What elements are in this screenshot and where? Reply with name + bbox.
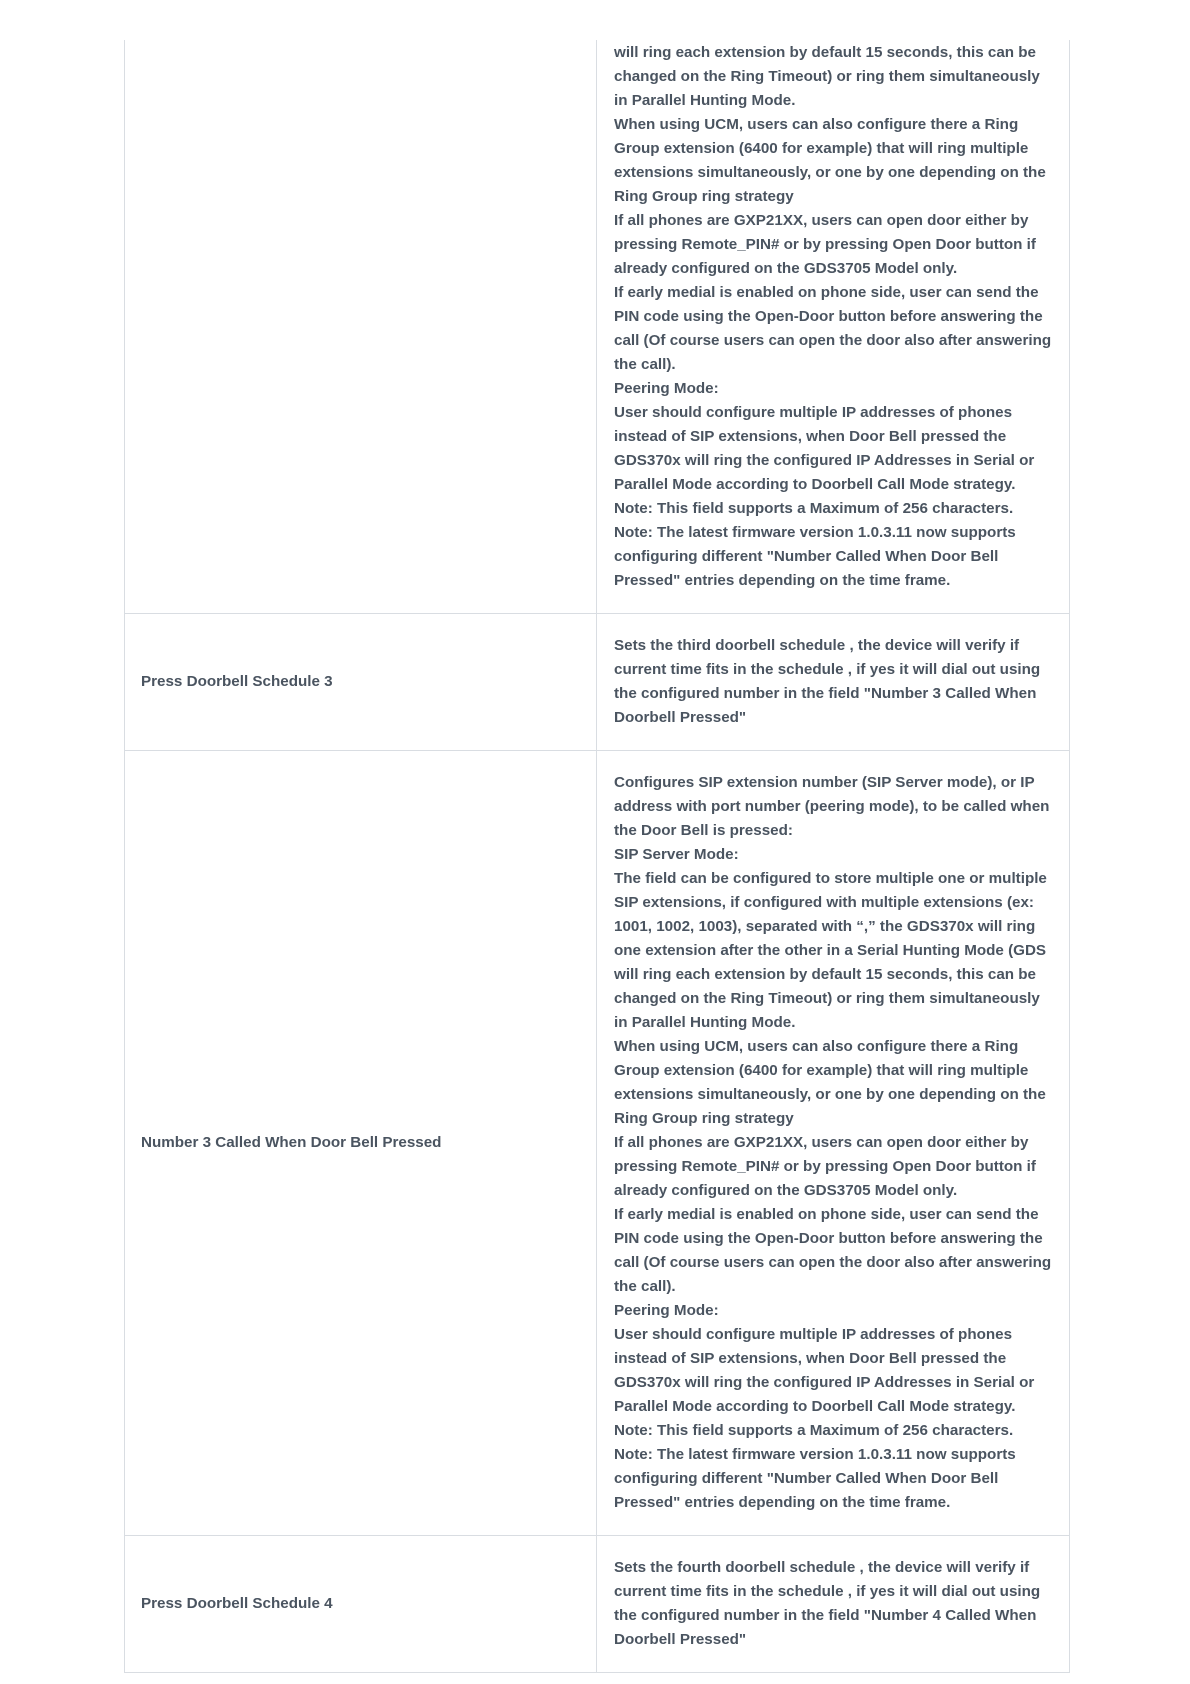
description-line: Ring Group ring strategy [614,188,794,205]
description-line: configuring different "Number Called When Door Bell [614,1470,999,1487]
description-line: pressing Remote_PIN# or by pressing Open Door button if [614,1158,1036,1175]
description-line: Note: The latest firmware version 1.0.3.11 now supports [614,524,1016,541]
description-line: PIN code using the Open-Door button before answering the [614,308,1043,325]
description-line: the call). [614,1278,676,1295]
table-row [125,40,1070,614]
description-line: already configured on the GDS3705 Model only. [614,1182,958,1199]
settings-table-body [125,40,1070,1673]
description-line: Group extension (6400 for example) that will ring multiple [614,1062,1029,1079]
description-line: User should configure multiple IP addresses of phones [614,1326,1013,1343]
description-line: current time fits in the schedule , if yes it will dial out using [614,661,1041,678]
description-line: If all phones are GXP21XX, users can open door either by [614,212,1029,229]
description-line: current time fits in the schedule , if yes it will dial out using [614,1583,1041,1600]
description-line: Configures SIP extension number (SIP Server mode), or IP [614,774,1035,791]
setting-name-cell: Press Doorbell Schedule 4 [125,1536,597,1673]
description-line: address with port number (peering mode), to be called when [614,798,1050,815]
description-line: changed on the Ring Timeout) or ring them simultaneously [614,68,1040,85]
description-line: SIP extensions, if configured with multiple extensions (ex: [614,894,1034,911]
setting-description-cell [597,751,1070,1536]
setting-description-cell [597,40,1070,614]
description-line: call (Of course users can open the door also after answering [614,332,1052,349]
description-line: in Parallel Hunting Mode. [614,1014,796,1031]
description-line: Pressed" entries depending on the time frame. [614,572,951,589]
description-line: If all phones are GXP21XX, users can open door either by [614,1134,1029,1151]
settings-table [124,40,1070,1673]
description-line: extensions simultaneously, or one by one depending on the [614,164,1046,181]
description-line: configuring different "Number Called When Door Bell [614,548,999,565]
description-line: Sets the fourth doorbell schedule , the device will verify if [614,1559,1030,1576]
description-line: Note: This field supports a Maximum of 256 characters. [614,1422,1014,1439]
description-line: Note: This field supports a Maximum of 256 characters. [614,500,1014,517]
setting-description-cell [597,614,1070,751]
table-row [125,614,1070,751]
description-line: 1001, 1002, 1003), separated with “,” the GDS370x will ring [614,918,1036,935]
description-line: already configured on the GDS3705 Model only. [614,260,958,277]
table-row [125,751,1070,1536]
description-line: Note: The latest firmware version 1.0.3.11 now supports [614,1446,1016,1463]
description-line: User should configure multiple IP addresses of phones [614,404,1013,421]
description-line: Group extension (6400 for example) that will ring multiple [614,140,1029,157]
description-line: GDS370x will ring the configured IP Addresses in Serial or [614,452,1035,469]
description-line: the Door Bell is pressed: [614,822,793,839]
description-line: the configured number in the field "Number 3 Called When [614,685,1037,702]
description-line: Doorbell Pressed" [614,709,747,726]
description-line: changed on the Ring Timeout) or ring them simultaneously [614,990,1040,1007]
table-row [125,1536,1070,1673]
setting-description-cell [597,1536,1070,1673]
description-line: in Parallel Hunting Mode. [614,92,796,109]
description-line: the configured number in the field "Number 4 Called When [614,1607,1037,1624]
description-line: Peering Mode: [614,380,719,397]
description-line: When using UCM, users can also configure there a Ring [614,1038,1019,1055]
description-line: call (Of course users can open the door also after answering [614,1254,1052,1271]
description-line: SIP Server Mode: [614,846,739,863]
description-line: will ring each extension by default 15 seconds, this can be [614,966,1036,983]
description-line: If early medial is enabled on phone side, user can send the [614,1206,1039,1223]
description-line: Peering Mode: [614,1302,719,1319]
description-line: Pressed" entries depending on the time frame. [614,1494,951,1511]
description-line: Parallel Mode according to Doorbell Call Mode strategy. [614,476,1016,493]
description-line: Ring Group ring strategy [614,1110,794,1127]
description-line: instead of SIP extensions, when Door Bell pressed the [614,428,1007,445]
description-line: The field can be configured to store multiple one or multiple [614,870,1047,887]
description-line: Parallel Mode according to Doorbell Call Mode strategy. [614,1398,1016,1415]
description-line: When using UCM, users can also configure there a Ring [614,116,1019,133]
description-line: instead of SIP extensions, when Door Bell pressed the [614,1350,1007,1367]
setting-name-cell: Number 3 Called When Door Bell Pressed [125,751,597,1536]
description-line: PIN code using the Open-Door button before answering the [614,1230,1043,1247]
description-line: one extension after the other in a Serial Hunting Mode (GDS [614,942,1047,959]
description-line: extensions simultaneously, or one by one depending on the [614,1086,1046,1103]
description-line: GDS370x will ring the configured IP Addresses in Serial or [614,1374,1035,1391]
description-line: the call). [614,356,676,373]
setting-name-cell: Press Doorbell Schedule 3 [125,614,597,751]
description-line: If early medial is enabled on phone side, user can send the [614,284,1039,301]
description-line: will ring each extension by default 15 seconds, this can be [614,44,1036,61]
description-line: Doorbell Pressed" [614,1631,747,1648]
description-line: pressing Remote_PIN# or by pressing Open Door button if [614,236,1036,253]
description-line: Sets the third doorbell schedule , the device will verify if [614,637,1020,654]
setting-name-cell [125,40,597,614]
